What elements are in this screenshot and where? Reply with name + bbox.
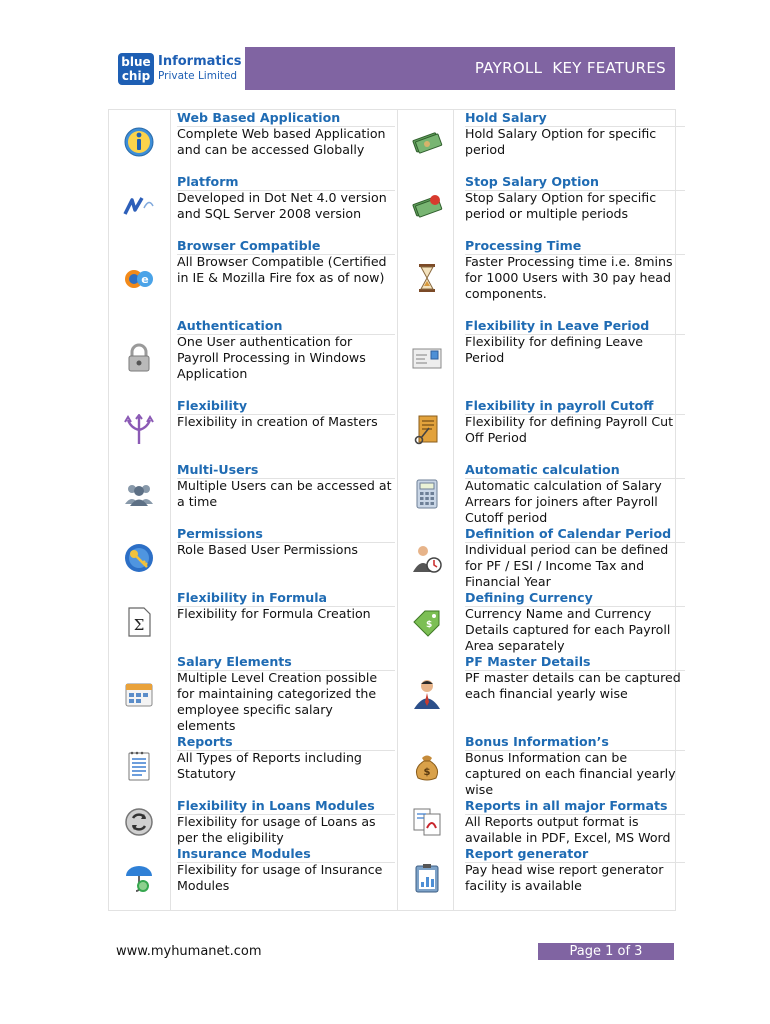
info-globe-icon: [123, 126, 155, 158]
feature-text: [177, 398, 395, 462]
feature-text: [465, 734, 685, 798]
footer-website: www.myhumanet.com: [116, 944, 262, 959]
feature-description: One User authentication for Payroll Processing in Windows Application: [177, 334, 366, 381]
calculator-icon: [411, 478, 443, 510]
notepad-icon: [123, 750, 155, 782]
feature-description: Flexibility for defining Payroll Cut Off Period: [465, 414, 674, 445]
feature-title: Hold Salary: [465, 110, 547, 125]
feature-title: PF Master Details: [465, 654, 591, 669]
feature-title: Insurance Modules: [177, 846, 311, 861]
feature-title: Permissions: [177, 526, 263, 541]
dotnet-logo-icon: [123, 190, 155, 222]
recycle-disc-icon: [123, 806, 155, 838]
feature-title: Bonus Information’s: [465, 734, 609, 749]
pdf-documents-icon: [411, 806, 443, 838]
feature-description: Role Based User Permissions: [177, 542, 358, 557]
feature-description: Stop Salary Option for specific period or multiple periods: [465, 190, 657, 221]
logo-company-name: Informatics: [158, 54, 242, 69]
feature-description: Bonus Information can be captured on each financial yearly wise: [465, 750, 676, 797]
feature-description: PF master details can be captured each financial yearly wise: [465, 670, 681, 701]
svg-text:e: e: [141, 273, 149, 286]
header-banner: [245, 47, 675, 90]
feature-text: [465, 318, 685, 398]
feature-text: [465, 846, 685, 910]
key-globe-icon: [123, 542, 155, 574]
feature-description: Flexibility for usage of Loans as per the eligibility: [177, 814, 376, 845]
feature-title: Reports in all major Formats: [465, 798, 668, 813]
feature-description: Pay head wise report generator facility is available: [465, 862, 664, 893]
feature-text: [177, 798, 395, 846]
calendar-card-icon: [123, 678, 155, 710]
column-divider: [397, 110, 398, 910]
sigma-document-icon: [123, 606, 155, 638]
feature-title: Authentication: [177, 318, 283, 333]
feature-title: Flexibility in Loans Modules: [177, 798, 375, 813]
envelope-stamp-icon: [411, 342, 443, 374]
feature-description: Automatic calculation of Salary Arrears for joiners after Payroll Cutoff period: [465, 478, 662, 525]
person-clock-icon: [411, 542, 443, 574]
feature-text: [465, 462, 685, 526]
feature-text: [177, 462, 395, 526]
feature-text: [177, 846, 395, 910]
feature-title: Stop Salary Option: [465, 174, 600, 189]
column-divider: [453, 110, 454, 910]
feature-title: Browser Compatible: [177, 238, 321, 253]
feature-description: Individual period can be defined for PF / ESI / Income Tax and Financial Year: [465, 542, 669, 589]
padlock-user-icon: [123, 342, 155, 374]
feature-text: [177, 110, 395, 174]
features-table: [108, 109, 681, 911]
feature-title: Reports: [177, 734, 233, 749]
feature-title: Multi-Users: [177, 462, 259, 477]
currency-tag-icon: [411, 606, 443, 638]
feature-text: [465, 526, 685, 590]
svg-text:$: $: [426, 620, 433, 630]
feature-text: [465, 174, 685, 238]
feature-description: Multiple Users can be accessed at a time: [177, 478, 392, 509]
feature-description: Faster Processing time i.e. 8mins for 1000 Users with 30 pay head components.: [465, 254, 673, 301]
feature-description: All Reports output format is available in PDF, Excel, MS Word: [465, 814, 671, 845]
feature-text: [465, 798, 685, 846]
feature-text: [465, 238, 685, 318]
footer-page-number: Page 1 of 3: [538, 943, 674, 960]
feature-title: Flexibility in payroll Cutoff: [465, 398, 654, 413]
clipboard-report-icon: [411, 862, 443, 894]
feature-text: [177, 590, 395, 654]
feature-description: Flexibility for usage of Insurance Modules: [177, 862, 383, 893]
feature-description: Currency Name and Currency Details captured for each Payroll Area separately: [465, 606, 671, 653]
feature-text: [177, 174, 395, 238]
feature-text: [465, 654, 685, 734]
feature-title: Web Based Application: [177, 110, 341, 125]
branching-arrows-icon: [123, 414, 155, 446]
user-group-icon: [123, 478, 155, 510]
browser-logos-icon: [123, 262, 155, 294]
feature-title: Definition of Calendar Period: [465, 526, 672, 541]
feature-text: [177, 238, 395, 318]
feature-title: Flexibility: [177, 398, 248, 413]
feature-text: [465, 110, 685, 174]
feature-description: Flexibility for defining Leave Period: [465, 334, 644, 365]
svg-text:$: $: [423, 767, 431, 778]
feature-text: [177, 654, 395, 734]
logo-company-subtitle: Private Limited: [158, 70, 238, 82]
feature-text: [177, 526, 395, 590]
column-divider: [170, 110, 171, 910]
money-stop-icon: [411, 190, 443, 222]
feature-description: Flexibility for Formula Creation: [177, 606, 371, 621]
feature-description: Multiple Level Creation possible for maintaining categorized the employee specific salary elements: [177, 670, 378, 733]
feature-description: Hold Salary Option for specific period: [465, 126, 657, 157]
feature-title: Automatic calculation: [465, 462, 620, 477]
feature-title: Flexibility in Formula: [177, 590, 328, 605]
logo-mark: blue chip: [118, 53, 154, 85]
feature-text: [465, 398, 685, 462]
feature-title: Report generator: [465, 846, 589, 861]
page-title: PAYROLL KEY FEATURES: [474, 59, 666, 77]
feature-text: [177, 318, 395, 398]
document-scissors-icon: [411, 414, 443, 446]
feature-text: [177, 734, 395, 798]
svg-text:Σ: Σ: [133, 616, 145, 634]
feature-title: Platform: [177, 174, 239, 189]
feature-description: Complete Web based Application and can be accessed Globally: [177, 126, 386, 157]
feature-description: All Browser Compatible (Certified in IE & Mozilla Fire fox as of now): [177, 254, 387, 285]
feature-title: Defining Currency: [465, 590, 593, 605]
feature-description: Developed in Dot Net 4.0 version and SQL Server 2008 version: [177, 190, 387, 221]
money-bag-icon: [411, 750, 443, 782]
feature-title: Flexibility in Leave Period: [465, 318, 650, 333]
businessman-icon: [411, 678, 443, 710]
feature-title: Processing Time: [465, 238, 582, 253]
feature-title: Salary Elements: [177, 654, 292, 669]
feature-text: [465, 590, 685, 654]
umbrella-globe-icon: [123, 862, 155, 894]
hourglass-icon: [411, 262, 443, 294]
company-logo: [118, 53, 242, 85]
money-stack-icon: [411, 126, 443, 158]
feature-description: Flexibility in creation of Masters: [177, 414, 378, 429]
feature-description: All Types of Reports including Statutory: [177, 750, 362, 781]
